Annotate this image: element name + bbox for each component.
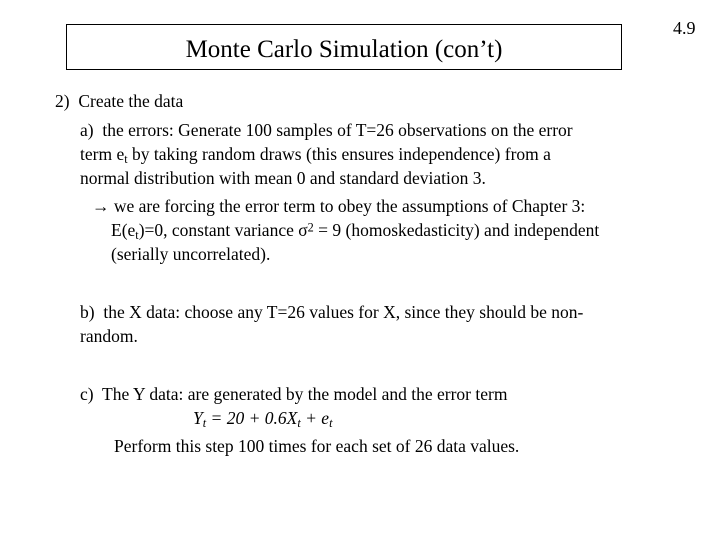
item-c-line1: c) The Y data: are generated by the model and the error term	[80, 384, 508, 404]
item-b-line1: b) the X data: choose any T=26 values for X, since they should be non-	[80, 302, 584, 322]
right-arrow-icon: →	[92, 196, 110, 216]
item-a-line2: term $e_t$ by taking random draws (this ensures independence) from a	[80, 144, 551, 167]
slide-number: 4.9	[673, 18, 696, 38]
slide-title: Monte Carlo Simulation (con’t)	[185, 36, 503, 63]
item-c-label: c)	[80, 384, 94, 404]
item-a-label: a)	[80, 120, 94, 140]
item-b-label: b)	[80, 302, 95, 322]
step-2-text: Create the data	[78, 91, 184, 111]
item-c-line3: Perform this step 100 times for each set of 26 data values.	[114, 436, 520, 456]
item-a-line3: normal distribution with mean 0 and standard deviation 3.	[80, 168, 486, 188]
model-formula: $Y_t = 20 + 0.6X_t + e_t$	[193, 408, 333, 431]
item-a-line1: a) the errors: Generate 100 samples of T=26 observations on the error	[80, 120, 573, 140]
slide-title-box	[66, 24, 622, 70]
step-2-heading	[55, 93, 183, 111]
arrow-note-line2: $E(e_t)=0$, constant variance $\sigma^2 = 9$ (homoskedasticity) and independent	[111, 220, 600, 243]
arrow-note-line1: → we are forcing the error term to obey the assumptions of Chapter 3:	[92, 196, 586, 216]
item-b-line2: random.	[80, 326, 138, 346]
step-2-label: 2)	[55, 91, 70, 111]
sigma-symbol: σ	[298, 220, 308, 240]
arrow-note-line3: (serially uncorrelated).	[111, 244, 271, 264]
